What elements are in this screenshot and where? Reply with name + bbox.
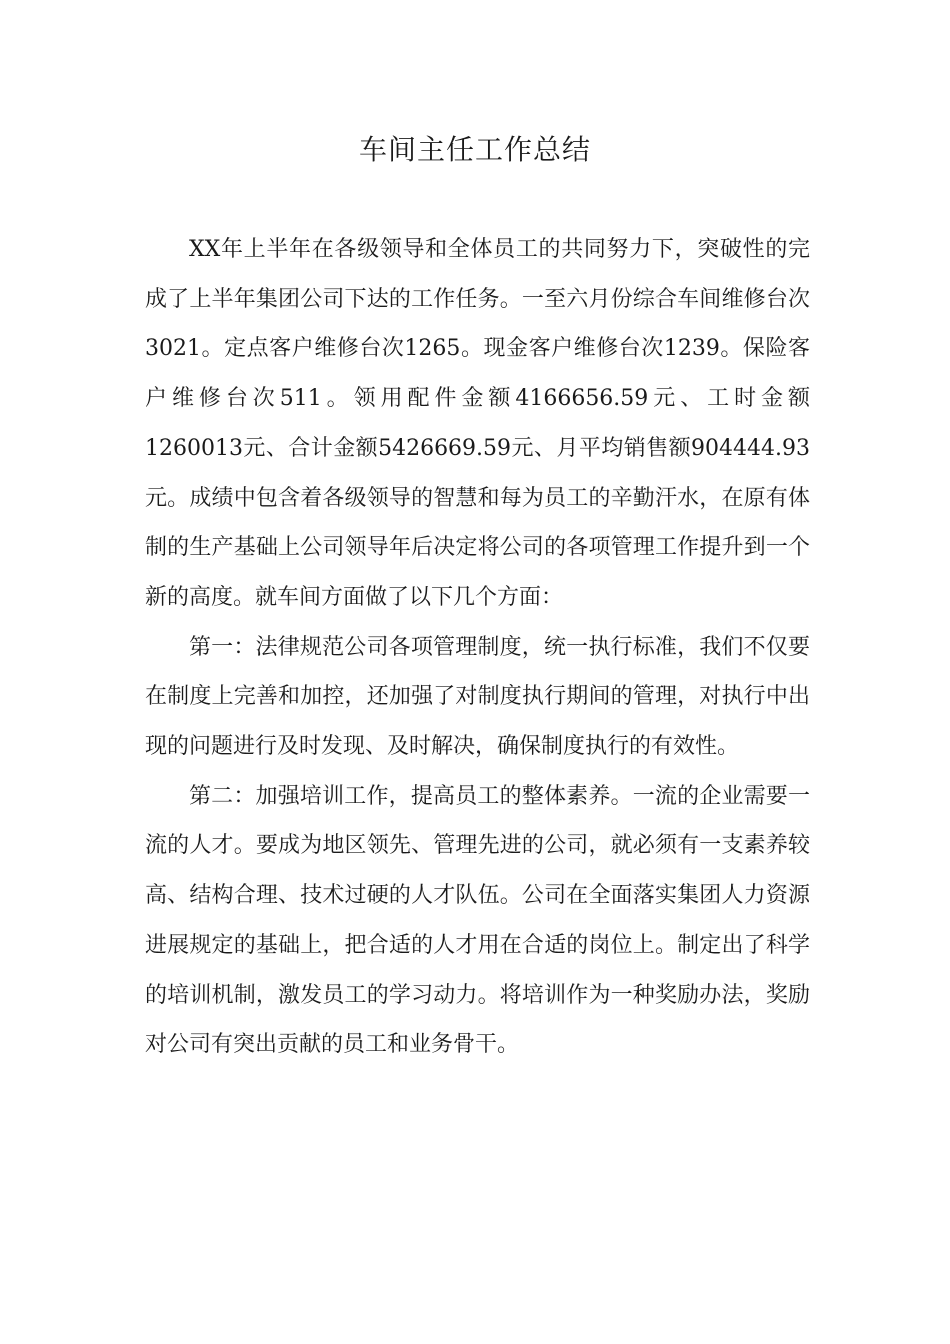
- paragraph-first: 第一：法律规范公司各项管理制度，统一执行标准，我们不仅要在制度上完善和加控，还加强了对制度执行期间的管理，对执行中出现的问题进行及时发现、及时解决，确保制度执行的有效性。: [145, 634, 810, 760]
- paragraph-second: 第二：加强培训工作，提高员工的整体素养。一流的企业需要一流的人才。要成为地区领先、管理先进的公司，就必须有一支素养较高、结构合理、技术过硬的人才队伍。公司在全面落实集团人力资源进展规定的基础上，把合适的人才用在合适的岗位上。制定出了科学的培训机制，激发员工的学习动力。将培训作为一种奖励办法，奖励对公司有突出贡献的员工和业务骨干。: [145, 783, 810, 1058]
- document-body: [145, 225, 810, 1070]
- document-title: 车间主任工作总结: [358, 133, 591, 166]
- paragraph-intro: XX年上半年在各级领导和全体员工的共同努力下，突破性的完成了上半年集团公司下达的工作任务。一至六月份综合车间维修台次3021。定点客户维修台次1265。现金客户维修台次1239。保险客户维修台次511。领用配件金额4166656.59元、工时金额1260013元、合计金额5426669.59元、月平均销售额904444.93元。成绩中包含着各级领导的智慧和每为员工的辛勤汗水，在原有体制的生产基础上公司领导年后决定将公司的各项管理工作提升到一个新的高度。就车间方面做了以下几个方面：: [145, 237, 810, 610]
